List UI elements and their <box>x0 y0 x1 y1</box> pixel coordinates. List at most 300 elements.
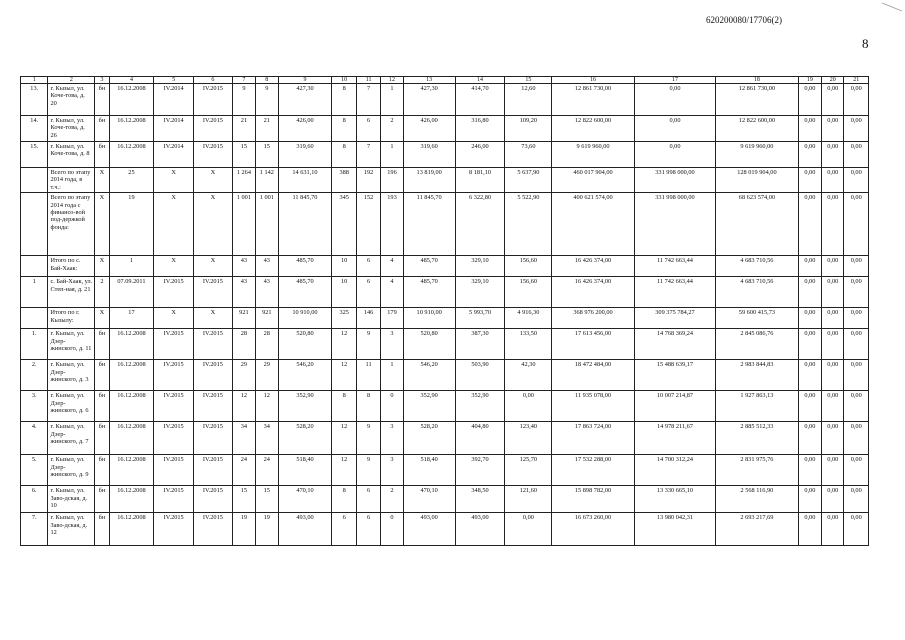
table-cell: 9 619 960,00 <box>716 142 798 168</box>
table-cell: 07.09.2011 <box>109 277 154 308</box>
table-cell: X <box>154 168 194 193</box>
table-cell: IV.2015 <box>194 486 233 513</box>
table-cell: 156,60 <box>505 277 552 308</box>
table-cell: 8 <box>332 486 356 513</box>
table-cell: 7 <box>356 142 380 168</box>
address-cell: г. Кызыл, ул. Заво-дская, д. 10 <box>48 486 95 513</box>
table-cell: 196 <box>381 168 403 193</box>
table-cell: 921 <box>232 308 255 329</box>
table-cell: X <box>194 308 233 329</box>
table-cell <box>21 308 48 329</box>
table-cell: 0,00 <box>798 308 821 329</box>
table-cell: 3 <box>381 329 403 360</box>
table-cell <box>21 168 48 193</box>
table-row <box>21 84 869 116</box>
table-cell: IV.2015 <box>194 360 233 391</box>
table-cell: 13 980 042,31 <box>634 513 715 546</box>
table-cell: IV.2015 <box>154 422 194 455</box>
table-cell: X <box>194 168 233 193</box>
table-cell: 14 768 369,24 <box>634 329 715 360</box>
table-cell: 19 <box>256 513 278 546</box>
table-cell: бн <box>95 422 109 455</box>
table-cell: 15 898 782,00 <box>552 486 634 513</box>
table-cell: 10 <box>332 277 356 308</box>
table-cell: 0,00 <box>634 84 715 116</box>
page-number: 8 <box>862 36 869 51</box>
table-cell: бн <box>95 329 109 360</box>
table-cell: 493,00 <box>403 513 455 546</box>
table-cell: 16 426 374,00 <box>552 277 634 308</box>
table-cell: 12 <box>332 329 356 360</box>
table-cell: 2 <box>381 486 403 513</box>
table-cell: 12 <box>232 391 255 422</box>
table-cell: 0,00 <box>798 168 821 193</box>
table-cell: 520,80 <box>403 329 455 360</box>
table-cell: 0,00 <box>844 486 869 513</box>
table-cell: 0,00 <box>822 360 844 391</box>
address-cell: г. Кызыл, ул. Коче-това, д. 26 <box>48 116 95 142</box>
table-cell: бн <box>95 486 109 513</box>
table-cell: 0,00 <box>798 422 821 455</box>
table-cell: 6 <box>356 116 380 142</box>
table-cell: 12 861 730,00 <box>716 84 798 116</box>
table-cell: X <box>154 256 194 277</box>
table-cell: 485,70 <box>278 277 332 308</box>
column-number-cell: 17 <box>634 77 715 84</box>
table-cell: 0,00 <box>798 142 821 168</box>
housing-program-table <box>20 76 869 546</box>
table-cell: 4. <box>21 422 48 455</box>
table-cell: 1. <box>21 329 48 360</box>
column-number-cell: 2 <box>48 77 95 84</box>
table-cell: бн <box>95 513 109 546</box>
table-cell: 146 <box>356 308 380 329</box>
column-number-cell: 21 <box>844 77 869 84</box>
table-cell: 392,70 <box>455 455 505 486</box>
table-cell: 0,00 <box>634 142 715 168</box>
table-cell: 59 600 415,73 <box>716 308 798 329</box>
table-cell: IV.2015 <box>194 277 233 308</box>
table-cell: 546,20 <box>278 360 332 391</box>
table-cell: 123,40 <box>505 422 552 455</box>
table-cell: 43 <box>256 256 278 277</box>
table-cell: 128 019 904,00 <box>716 168 798 193</box>
table-cell: 28 <box>256 329 278 360</box>
column-number-cell: 3 <box>95 77 109 84</box>
table-cell: 13. <box>21 84 48 116</box>
table-cell: IV.2015 <box>194 116 233 142</box>
table-cell: 352,90 <box>455 391 505 422</box>
table-cell: 6 <box>356 513 380 546</box>
table-cell: 14 700 312,24 <box>634 455 715 486</box>
column-number-cell: 6 <box>194 77 233 84</box>
table-cell: 1 142 <box>256 168 278 193</box>
table-cell: 19 <box>232 513 255 546</box>
table-cell: 14 978 211,67 <box>634 422 715 455</box>
table-cell: 352,90 <box>278 391 332 422</box>
table-cell: 0,00 <box>844 513 869 546</box>
table-cell: 14 631,10 <box>278 168 332 193</box>
table-cell: 13 819,00 <box>403 168 455 193</box>
table-cell: 325 <box>332 308 356 329</box>
table-cell: 1 <box>381 360 403 391</box>
table-cell: 25 <box>109 168 154 193</box>
table-cell: 503,90 <box>455 360 505 391</box>
table-cell: X <box>194 193 233 256</box>
table-cell: 16.12.2008 <box>109 391 154 422</box>
table-cell: 133,50 <box>505 329 552 360</box>
table-cell: 921 <box>256 308 278 329</box>
table-cell: 21 <box>256 116 278 142</box>
table-cell: 2 568 116,90 <box>716 486 798 513</box>
column-number-cell: 12 <box>381 77 403 84</box>
table-cell: 0,00 <box>798 193 821 256</box>
table-cell: 16.12.2008 <box>109 360 154 391</box>
table-cell: 8 181,10 <box>455 168 505 193</box>
table-cell: 0,00 <box>822 142 844 168</box>
table-cell: 4 683 710,56 <box>716 277 798 308</box>
table-cell: 0,00 <box>844 168 869 193</box>
table-cell: 16.12.2008 <box>109 84 154 116</box>
table-cell: 34 <box>256 422 278 455</box>
table-cell: 0,00 <box>822 391 844 422</box>
table-cell: 493,00 <box>278 513 332 546</box>
table-cell: 1 <box>21 277 48 308</box>
table-cell: 16.12.2008 <box>109 455 154 486</box>
table-cell: 12 <box>256 391 278 422</box>
table-cell: IV.2015 <box>194 391 233 422</box>
table-cell: 12 822 600,00 <box>552 116 634 142</box>
table-cell: 352,90 <box>403 391 455 422</box>
table-cell: 0,00 <box>844 142 869 168</box>
column-number-cell: 10 <box>332 77 356 84</box>
table-cell: IV.2015 <box>194 142 233 168</box>
table-cell: 316,80 <box>455 116 505 142</box>
table-cell <box>21 193 48 256</box>
table-cell: 10 910,00 <box>278 308 332 329</box>
address-cell: г. Кызыл, ул. Коче-това, д. 8 <box>48 142 95 168</box>
table-cell: 5 522,90 <box>505 193 552 256</box>
table-cell: 16 673 260,00 <box>552 513 634 546</box>
table-cell: 7. <box>21 513 48 546</box>
table-cell: X <box>95 193 109 256</box>
table-cell: 6 <box>332 513 356 546</box>
table-cell: 2 845 086,76 <box>716 329 798 360</box>
table-cell: 16.12.2008 <box>109 486 154 513</box>
table-row <box>21 422 869 455</box>
column-number-row <box>21 77 869 84</box>
table-cell: IV.2014 <box>154 142 194 168</box>
table-cell: 11 845,70 <box>278 193 332 256</box>
table-row <box>21 193 869 256</box>
table-cell: IV.2015 <box>194 455 233 486</box>
table-cell: 0,00 <box>844 455 869 486</box>
table-cell: 17 532 288,00 <box>552 455 634 486</box>
table-cell: 329,10 <box>455 256 505 277</box>
table-cell: 2 <box>95 277 109 308</box>
table-cell: 485,70 <box>278 256 332 277</box>
table-cell: 2. <box>21 360 48 391</box>
column-number-cell: 18 <box>716 77 798 84</box>
table-cell: 73,60 <box>505 142 552 168</box>
table-cell: 2 693 217,69 <box>716 513 798 546</box>
table-cell: 0,00 <box>822 513 844 546</box>
table-cell: 470,10 <box>403 486 455 513</box>
table-cell: 11 935 078,00 <box>552 391 634 422</box>
table-cell: 4 <box>381 256 403 277</box>
table-cell: 0,00 <box>844 391 869 422</box>
table-cell: 12 <box>332 455 356 486</box>
table-cell: 7 <box>356 84 380 116</box>
table-cell: 0 <box>381 513 403 546</box>
table-cell: 0,00 <box>634 116 715 142</box>
table-cell: 5 637,90 <box>505 168 552 193</box>
table-cell: 520,80 <box>278 329 332 360</box>
table-row <box>21 329 869 360</box>
table-cell: 12,60 <box>505 84 552 116</box>
table-cell: 34 <box>232 422 255 455</box>
table-cell: 2 831 975,76 <box>716 455 798 486</box>
table-cell: 29 <box>256 360 278 391</box>
table-cell: 0,00 <box>822 455 844 486</box>
table-cell: 0,00 <box>844 193 869 256</box>
table-cell: X <box>154 193 194 256</box>
table-cell: IV.2015 <box>154 513 194 546</box>
table-cell: 9 <box>256 84 278 116</box>
table-cell: 16.12.2008 <box>109 116 154 142</box>
table-cell: 0,00 <box>844 329 869 360</box>
table-cell: 0,00 <box>798 486 821 513</box>
table-cell: 8 <box>332 142 356 168</box>
table-cell: IV.2015 <box>154 277 194 308</box>
address-cell: Итого по с. Бай-Хаак: <box>48 256 95 277</box>
table-cell: 319,60 <box>278 142 332 168</box>
address-cell: г. Кызыл, ул. Дзер-жинского, д. 11 <box>48 329 95 360</box>
table-cell: 13 330 665,10 <box>634 486 715 513</box>
table-cell: бн <box>95 142 109 168</box>
table-cell: X <box>95 256 109 277</box>
table-cell: 246,00 <box>455 142 505 168</box>
column-number-cell: 1 <box>21 77 48 84</box>
table-cell: 0,00 <box>822 256 844 277</box>
table-row <box>21 168 869 193</box>
table-cell: 9 <box>356 455 380 486</box>
table-cell: IV.2015 <box>194 84 233 116</box>
table-cell: бн <box>95 455 109 486</box>
table-cell: 2 <box>381 116 403 142</box>
table-cell: 0,00 <box>822 168 844 193</box>
table-cell: 518,40 <box>403 455 455 486</box>
table-cell: X <box>95 168 109 193</box>
table-cell: 485,70 <box>403 277 455 308</box>
address-cell: с. Бай-Хаак, ул. Степ-ная, д. 21 <box>48 277 95 308</box>
table-cell: 518,40 <box>278 455 332 486</box>
table-cell: 18 472 484,00 <box>552 360 634 391</box>
table-cell: 68 623 574,00 <box>716 193 798 256</box>
table-cell: 368 976 200,00 <box>552 308 634 329</box>
table-cell: 15 <box>256 486 278 513</box>
table-cell: бн <box>95 360 109 391</box>
column-number-cell: 14 <box>455 77 505 84</box>
table-cell: 121,60 <box>505 486 552 513</box>
table-cell: 12 861 730,00 <box>552 84 634 116</box>
corner-mark-icon <box>880 1 904 13</box>
table-cell: 0,00 <box>844 277 869 308</box>
table-cell: IV.2015 <box>194 329 233 360</box>
table-cell: 16.12.2008 <box>109 422 154 455</box>
table-cell: 6. <box>21 486 48 513</box>
table-cell: 43 <box>232 256 255 277</box>
table-cell: 10 910,00 <box>403 308 455 329</box>
table-cell: 16.12.2008 <box>109 142 154 168</box>
table-cell: 5. <box>21 455 48 486</box>
table-row <box>21 513 869 546</box>
table-cell: 12 822 600,00 <box>716 116 798 142</box>
table-cell: 0,00 <box>798 513 821 546</box>
table-cell: 9 619 960,00 <box>552 142 634 168</box>
table-cell: 319,60 <box>403 142 455 168</box>
table-cell: 2 983 844,83 <box>716 360 798 391</box>
table-cell: 0,00 <box>844 84 869 116</box>
table-cell: 16 426 374,00 <box>552 256 634 277</box>
table-cell: 0,00 <box>822 329 844 360</box>
table-cell: X <box>154 308 194 329</box>
column-number-cell: 19 <box>798 77 821 84</box>
table-cell: IV.2014 <box>154 116 194 142</box>
column-number-cell: 8 <box>256 77 278 84</box>
address-cell: г. Кызыл, ул. Дзер-жинского, д. 3 <box>48 360 95 391</box>
table-cell: 28 <box>232 329 255 360</box>
table-cell: X <box>194 256 233 277</box>
table-cell: 11 742 663,44 <box>634 277 715 308</box>
table-cell: 414,70 <box>455 84 505 116</box>
address-cell: Всего по этапу 2014 года с финансо-вой под-держкой фонда: <box>48 193 95 256</box>
table-cell: 19 <box>109 193 154 256</box>
table-cell: 0,00 <box>798 329 821 360</box>
table-cell: 485,70 <box>403 256 455 277</box>
table-cell: 4 683 710,56 <box>716 256 798 277</box>
table-cell: 0,00 <box>822 486 844 513</box>
table-cell: 470,10 <box>278 486 332 513</box>
table-cell: IV.2015 <box>154 455 194 486</box>
table-cell: 9 <box>356 329 380 360</box>
table-cell: 8 <box>332 116 356 142</box>
table-cell: 0,00 <box>822 116 844 142</box>
table-cell: 0,00 <box>844 422 869 455</box>
table-row <box>21 455 869 486</box>
table-cell: 0 <box>381 391 403 422</box>
table-cell: 0,00 <box>844 360 869 391</box>
address-cell: г. Кызыл, ул. Заво-дская, д. 12 <box>48 513 95 546</box>
table-cell: 0,00 <box>822 84 844 116</box>
column-number-cell: 7 <box>232 77 255 84</box>
column-number-cell: 13 <box>403 77 455 84</box>
table-cell: 0,00 <box>844 308 869 329</box>
table-cell: 192 <box>356 168 380 193</box>
table-cell: 15. <box>21 142 48 168</box>
table-cell: 17 613 456,00 <box>552 329 634 360</box>
table-row <box>21 116 869 142</box>
table-cell: 5 993,70 <box>455 308 505 329</box>
table-cell: 6 <box>356 486 380 513</box>
table-cell: 388 <box>332 168 356 193</box>
table-cell: IV.2015 <box>154 486 194 513</box>
table-cell: 9 <box>356 422 380 455</box>
column-number-cell: 15 <box>505 77 552 84</box>
table-cell: 460 017 904,00 <box>552 168 634 193</box>
table-cell: 15 <box>256 142 278 168</box>
table-cell: 29 <box>232 360 255 391</box>
table-cell: IV.2015 <box>154 360 194 391</box>
table-cell: 17 <box>109 308 154 329</box>
table-cell: 4 916,30 <box>505 308 552 329</box>
table-cell: 0,00 <box>822 308 844 329</box>
table-cell: 10 <box>332 256 356 277</box>
table-row <box>21 308 869 329</box>
table-cell: 528,20 <box>403 422 455 455</box>
table-cell: 152 <box>356 193 380 256</box>
address-cell: г. Кызыл, ул. Дзер-жинского, д. 9 <box>48 455 95 486</box>
table-cell: 0,00 <box>798 256 821 277</box>
table-cell: 16.12.2008 <box>109 329 154 360</box>
table-cell: 493,00 <box>455 513 505 546</box>
column-number-cell: 5 <box>154 77 194 84</box>
table-cell: 15 488 639,17 <box>634 360 715 391</box>
table-cell: 125,70 <box>505 455 552 486</box>
table-cell: X <box>95 308 109 329</box>
table-cell: 8 <box>356 391 380 422</box>
table-cell: 345 <box>332 193 356 256</box>
table-cell: 8 <box>332 84 356 116</box>
table-cell: 24 <box>232 455 255 486</box>
table-row <box>21 391 869 422</box>
address-cell: г. Кызыл, ул. Коче-това, д. 20 <box>48 84 95 116</box>
table-cell: 0,00 <box>798 360 821 391</box>
table-cell: 426,00 <box>403 116 455 142</box>
table-cell: 0,00 <box>822 193 844 256</box>
column-number-cell: 16 <box>552 77 634 84</box>
address-cell: г. Кызыл, ул. Дзер-жинского, д. 7 <box>48 422 95 455</box>
table-cell: 1 001 <box>232 193 255 256</box>
table-cell: бн <box>95 116 109 142</box>
table-cell: 42,30 <box>505 360 552 391</box>
table-cell: 528,20 <box>278 422 332 455</box>
table-cell: IV.2015 <box>194 513 233 546</box>
column-number-cell: 4 <box>109 77 154 84</box>
table-row <box>21 360 869 391</box>
table-cell: 11 845,70 <box>403 193 455 256</box>
table-body <box>21 77 869 546</box>
table-row <box>21 486 869 513</box>
table-cell: 9 <box>232 84 255 116</box>
table-cell: 109,20 <box>505 116 552 142</box>
column-number-cell: 9 <box>278 77 332 84</box>
table-cell: 1 <box>381 84 403 116</box>
table-cell: 387,30 <box>455 329 505 360</box>
table-cell: 0,00 <box>505 513 552 546</box>
table-cell: 12 <box>332 422 356 455</box>
table-cell: 329,10 <box>455 277 505 308</box>
table-cell: 1 001 <box>256 193 278 256</box>
table-cell: 0,00 <box>505 391 552 422</box>
table-cell: IV.2015 <box>154 391 194 422</box>
table-row <box>21 142 869 168</box>
table-cell: 193 <box>381 193 403 256</box>
table-cell: 348,50 <box>455 486 505 513</box>
table-cell: 156,60 <box>505 256 552 277</box>
table-cell: 0,00 <box>798 455 821 486</box>
table-cell: 331 998 000,00 <box>634 193 715 256</box>
